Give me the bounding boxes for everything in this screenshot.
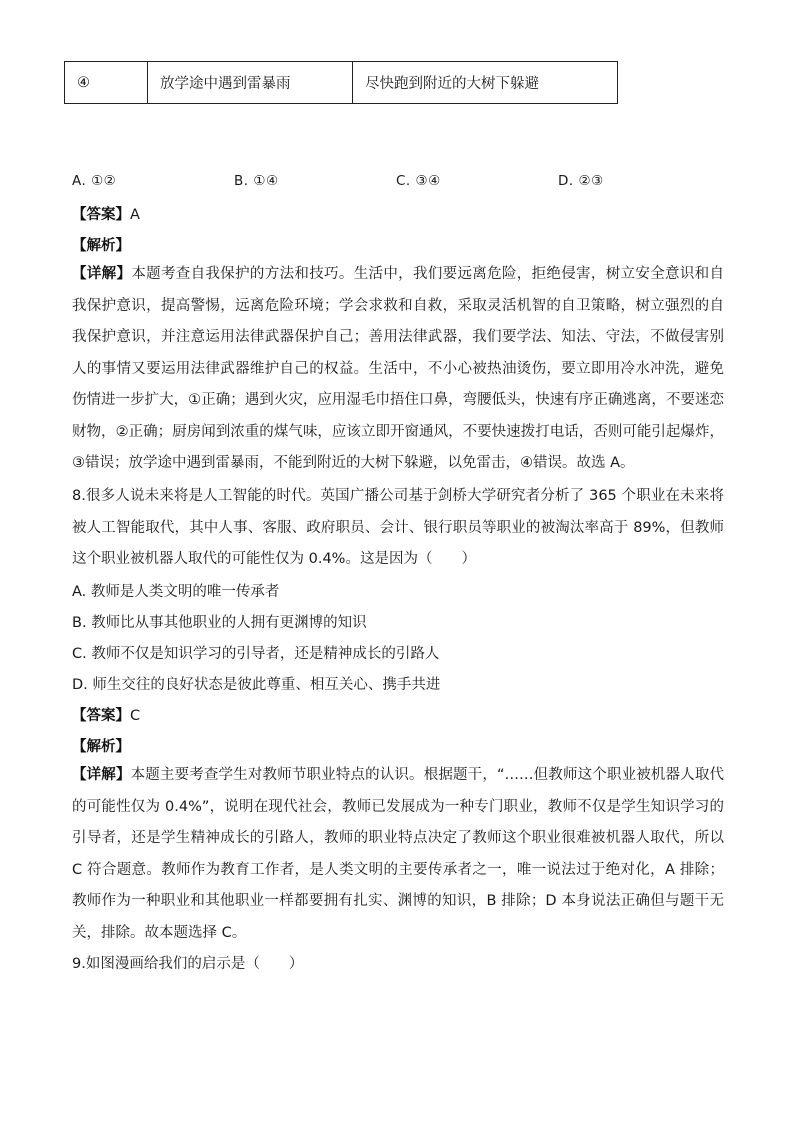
answer-value: A: [130, 207, 140, 223]
q7-answer: [72, 203, 140, 224]
row-situation: 放学途中遇到雷暴雨: [148, 62, 353, 104]
q8-stem: 8.很多人说未来将是人工智能的时代。英国广播公司基于剑桥大学研究者分析了 365 个职业在未来将被人工智能取代，其中人事、客服、政府职员、会计、银行职员等职业的被淘汰率高于 89%，但教师这个职业被机器人取代的可能性仅为 0.4%。这是因为（ ）: [72, 488, 724, 567]
table-row: [65, 62, 618, 104]
analysis-tag: 【解析】: [72, 739, 130, 755]
q9-stem: 9.如图漫画给我们的启示是（ ）: [72, 956, 304, 972]
q7-option-c: C. ③④: [396, 173, 441, 189]
answer-tag: 【答案】: [72, 708, 130, 724]
q7-analysis-heading: [72, 234, 130, 255]
q7-option-d: D. ②③: [558, 173, 604, 189]
q8-option-c: C. 教师不仅是知识学习的引导者，还是精神成长的引路人: [72, 646, 440, 662]
q8-option-b: B. 教师比从事其他职业的人拥有更渊博的知识: [72, 615, 367, 631]
q7-option-b: B. ①④: [234, 173, 279, 189]
detail-tag: 【详解】: [72, 767, 131, 783]
q7-detail: [72, 259, 724, 480]
detail-text: 本题考查自我保护的方法和技巧。生活中，我们要远离危险，拒绝侵害，树立安全意识和自我保护意识，提高警惕，远离危险环境；学会求救和自救，采取灵活机智的自卫策略，树立强烈的自我保护意识，并注意运用法律武器保护自己；善用法律武器，我们要学法、知法、守法，不做侵害别人的事情又要运用法律武器维护自己的权益。生活中，不小心被热油烫伤，要立即用冷水冲洗，避免伤情进一步扩大，①正确；遇到火灾，应用湿毛巾捂住口鼻，弯腰低头，快速有序正确逃离，不要迷恋财物，②正确；厨房闻到浓重的煤气味，应该立即开窗通风，不要快速拨打电话，否则可能引起爆炸，③错误；放学途中遇到雷暴雨，不能到附近的大树下躲避，以免雷击，④错误。故选 A。: [72, 266, 725, 471]
detail-tag: 【详解】: [72, 266, 132, 282]
q7-options: [72, 173, 732, 193]
answer-tag: 【答案】: [72, 207, 130, 223]
scenario-table: [64, 61, 618, 104]
answer-value: C: [130, 708, 141, 724]
q8-answer: [72, 704, 140, 725]
detail-text: 本题主要考查学生对教师节职业特点的认识。根据题干，“……但教师这个职业被机器人取代的可能性仅为 0.4%”，说明在现代社会，教师已发展成为一种专门职业，教师不仅是学生知识学习的引导者，还是学生精神成长的引路人，教师的职业特点决定了教师这个职业很难被机器人取代，所以 C 符合题意。教师作为教育工作者，是人类文明的主要传承者之一，唯一说法过于绝对化，A 排除；教师作为一种职业和其他职业一样都要拥有扎实、渊博的知识，B 排除；D 本身说法正确但与题干无关，排除。故本题选择 C。: [72, 767, 725, 941]
q8-option-d: D. 师生交往的良好状态是彼此尊重、相互关心、携手共进: [72, 677, 441, 693]
q8-analysis-heading: [72, 735, 130, 756]
q8-detail: [72, 760, 724, 949]
q7-option-a: A. ①②: [72, 173, 117, 189]
row-number: ④: [65, 62, 148, 104]
row-action: 尽快跑到附近的大树下躲避: [353, 62, 618, 104]
analysis-tag: 【解析】: [72, 238, 130, 254]
q8-option-a: A. 教师是人类文明的唯一传承者: [72, 584, 280, 600]
